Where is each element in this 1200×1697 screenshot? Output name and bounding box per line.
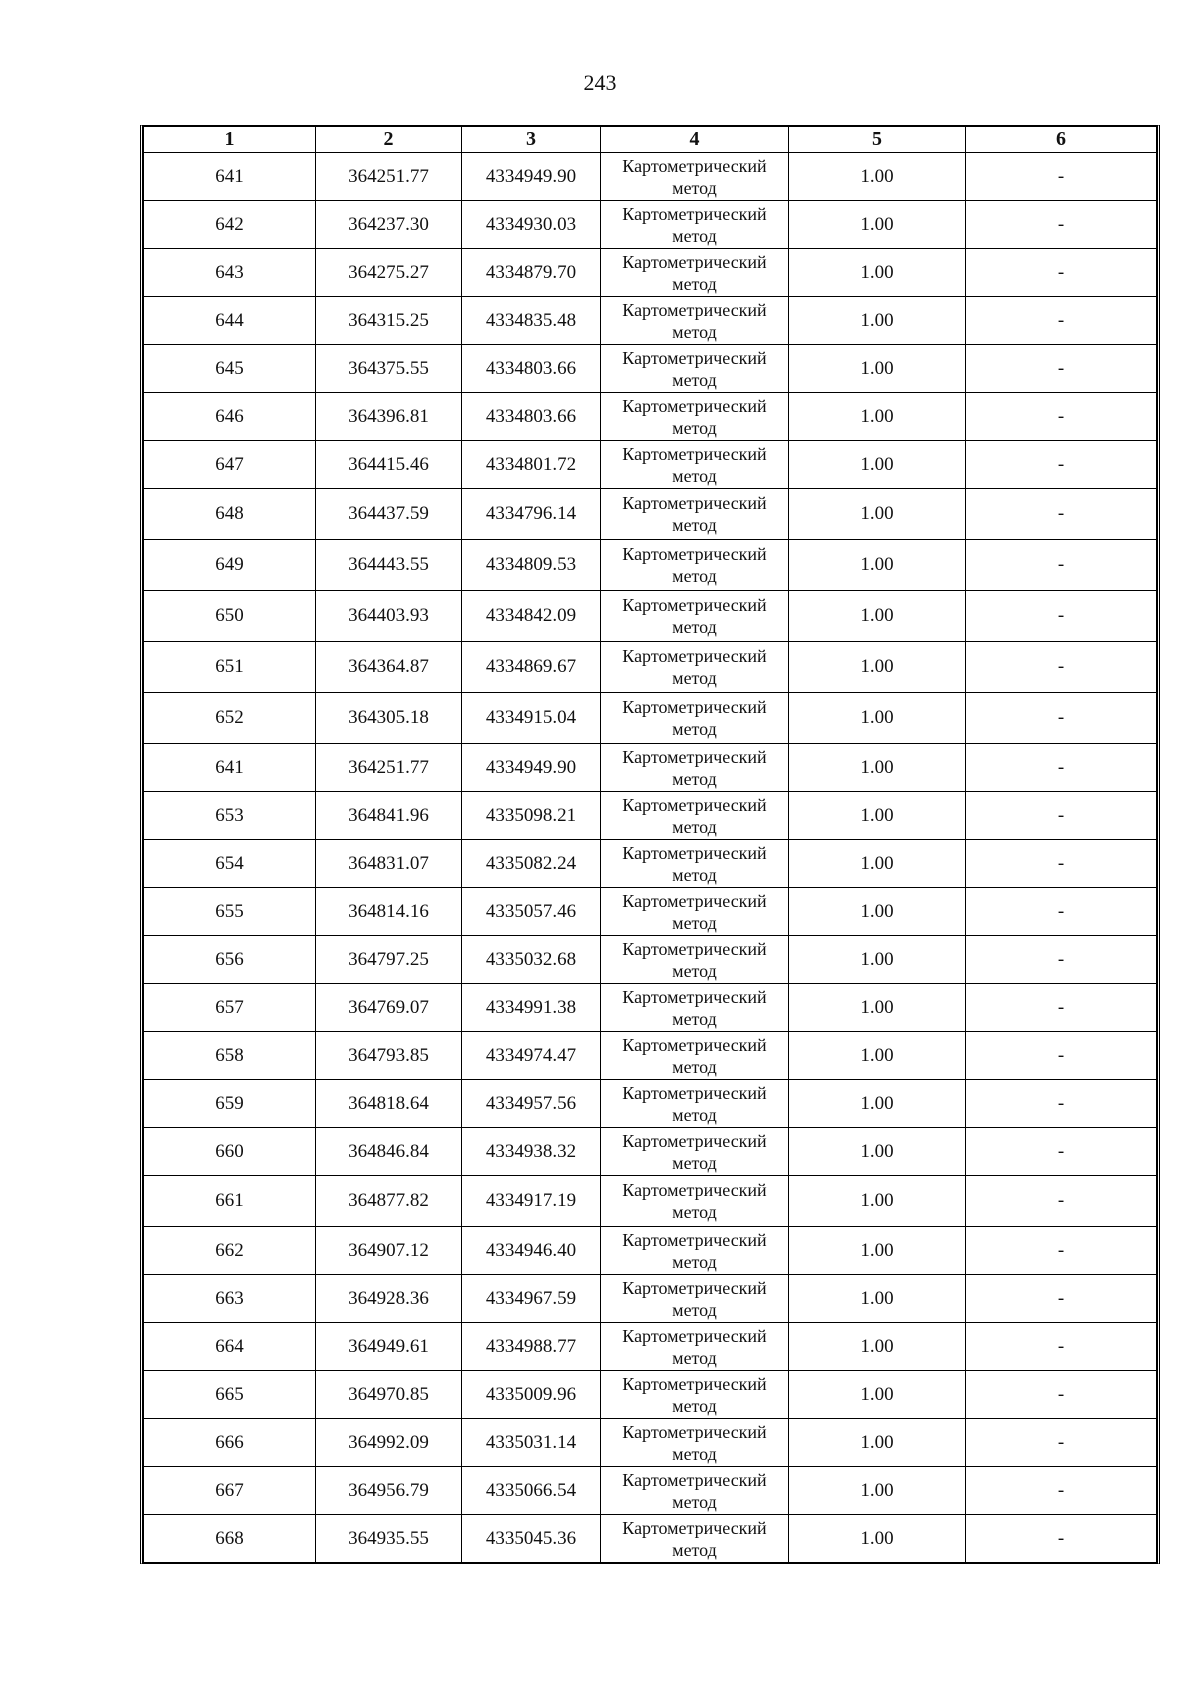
precision-cell: 1.00 [789,984,966,1032]
method-cell [601,540,789,591]
method-text: метод [672,1251,717,1272]
method-cell [601,744,789,792]
coordinate-x-cell: 364437.59 [316,489,462,540]
point-number-cell: 643 [144,249,316,297]
coordinate-y-cell: 4335082.24 [462,840,601,888]
coordinates-table-frame [140,125,1160,1564]
table-row [144,441,1157,489]
table-row [144,153,1157,201]
table-row [144,984,1157,1032]
coordinate-y-cell: 4334988.77 [462,1323,601,1371]
note-cell: - [966,1419,1157,1467]
method-text: метод [672,1202,717,1222]
method-text: Картометрический [622,1469,767,1490]
precision-cell: 1.00 [789,345,966,393]
method-text: Картометрический [622,890,767,911]
method-text: метод [672,566,717,586]
precision-cell: 1.00 [789,936,966,984]
coordinate-x-cell: 364403.93 [316,591,462,642]
method-text: метод [672,719,717,739]
method-cell [601,1323,789,1371]
method-text: Картометрический [622,251,767,272]
note-cell: - [966,1080,1157,1128]
point-number-cell: 658 [144,1032,316,1080]
coordinate-x-cell: 364907.12 [316,1227,462,1275]
coordinate-x-cell: 364814.16 [316,888,462,936]
table-row [144,393,1157,441]
coordinate-y-cell: 4335066.54 [462,1467,601,1515]
precision-cell: 1.00 [789,1128,966,1176]
point-number-cell: 664 [144,1323,316,1371]
method-cell [601,642,789,693]
coordinate-y-cell: 4334974.47 [462,1032,601,1080]
method-text: Картометрический [622,746,767,767]
coordinate-y-cell: 4334949.90 [462,744,601,792]
note-cell: - [966,249,1157,297]
coordinate-y-cell: 4334991.38 [462,984,601,1032]
coordinate-y-cell: 4334801.72 [462,441,601,489]
coordinate-y-cell: 4334803.66 [462,345,601,393]
table-row [144,1515,1157,1563]
note-cell: - [966,201,1157,249]
method-cell [601,888,789,936]
method-text: метод [672,1299,717,1320]
note-cell: - [966,1275,1157,1323]
precision-cell: 1.00 [789,201,966,249]
method-text: Картометрический [622,697,767,717]
coordinate-x-cell: 364970.85 [316,1371,462,1419]
note-cell: - [966,1176,1157,1227]
method-text: Картометрический [622,299,767,320]
coordinate-x-cell: 364818.64 [316,1080,462,1128]
method-cell [601,1227,789,1275]
method-cell [601,1080,789,1128]
method-cell [601,297,789,345]
table-row [144,936,1157,984]
column-header: 3 [462,127,601,153]
table-body [144,153,1157,1563]
coordinate-x-cell: 364375.55 [316,345,462,393]
table-row [144,693,1157,744]
precision-cell: 1.00 [789,1176,966,1227]
note-cell: - [966,792,1157,840]
coordinate-y-cell: 4335009.96 [462,1371,601,1419]
column-header: 2 [316,127,462,153]
method-cell [601,345,789,393]
precision-cell: 1.00 [789,441,966,489]
note-cell: - [966,540,1157,591]
note-cell: - [966,1467,1157,1515]
coordinate-x-cell: 364846.84 [316,1128,462,1176]
column-header: 1 [144,127,316,153]
point-number-cell: 662 [144,1227,316,1275]
precision-cell: 1.00 [789,840,966,888]
coordinate-x-cell: 364956.79 [316,1467,462,1515]
coordinate-y-cell: 4334930.03 [462,201,601,249]
method-cell [601,792,789,840]
note-cell: - [966,489,1157,540]
method-text: Картометрический [622,646,767,666]
coordinate-y-cell: 4334809.53 [462,540,601,591]
table-row [144,489,1157,540]
coordinate-x-cell: 364935.55 [316,1515,462,1563]
coordinate-x-cell: 364877.82 [316,1176,462,1227]
method-text: Картометрический [622,595,767,615]
precision-cell: 1.00 [789,1371,966,1419]
method-text: метод [672,617,717,637]
note-cell: - [966,1032,1157,1080]
method-text: метод [672,1104,717,1125]
table-header-row [144,127,1157,153]
point-number-cell: 648 [144,489,316,540]
coordinate-y-cell: 4334869.67 [462,642,601,693]
table-row [144,540,1157,591]
precision-cell: 1.00 [789,642,966,693]
coordinate-x-cell: 364841.96 [316,792,462,840]
method-cell [601,840,789,888]
table-row [144,1323,1157,1371]
point-number-cell: 651 [144,642,316,693]
point-number-cell: 645 [144,345,316,393]
method-text: Картометрический [622,1517,767,1538]
precision-cell: 1.00 [789,1419,966,1467]
point-number-cell: 650 [144,591,316,642]
point-number-cell: 646 [144,393,316,441]
table-row [144,1128,1157,1176]
table-row [144,1275,1157,1323]
point-number-cell: 667 [144,1467,316,1515]
coordinate-y-cell: 4334835.48 [462,297,601,345]
coordinate-y-cell: 4334967.59 [462,1275,601,1323]
point-number-cell: 649 [144,540,316,591]
note-cell: - [966,984,1157,1032]
table-row [144,591,1157,642]
method-text: метод [672,1056,717,1077]
precision-cell: 1.00 [789,489,966,540]
method-text: Картометрический [622,443,767,464]
method-text: Картометрический [622,1229,767,1250]
precision-cell: 1.00 [789,1080,966,1128]
coordinate-y-cell: 4335032.68 [462,936,601,984]
coordinates-table [143,126,1157,1563]
method-text: Картометрический [622,1373,767,1394]
method-text: метод [672,768,717,789]
note-cell: - [966,345,1157,393]
method-text: Картометрический [622,395,767,416]
precision-cell: 1.00 [789,1227,966,1275]
point-number-cell: 642 [144,201,316,249]
method-text: Картометрический [622,1082,767,1103]
method-cell [601,153,789,201]
table-row [144,1176,1157,1227]
table-row [144,1032,1157,1080]
method-text: метод [672,1395,717,1416]
method-text: Картометрический [622,1034,767,1055]
note-cell: - [966,936,1157,984]
precision-cell: 1.00 [789,591,966,642]
coordinate-x-cell: 364275.27 [316,249,462,297]
coordinate-y-cell: 4335031.14 [462,1419,601,1467]
point-number-cell: 668 [144,1515,316,1563]
point-number-cell: 656 [144,936,316,984]
note-cell: - [966,1323,1157,1371]
coordinate-x-cell: 364251.77 [316,153,462,201]
note-cell: - [966,591,1157,642]
method-text: метод [672,1152,717,1173]
note-cell: - [966,1515,1157,1563]
table-row [144,201,1157,249]
method-cell [601,1419,789,1467]
method-text: Картометрический [622,1130,767,1151]
coordinate-y-cell: 4334957.56 [462,1080,601,1128]
table-row [144,297,1157,345]
table-row [144,1419,1157,1467]
note-cell: - [966,693,1157,744]
note-cell: - [966,1128,1157,1176]
coordinate-x-cell: 364793.85 [316,1032,462,1080]
method-text: метод [672,864,717,885]
coordinate-x-cell: 364315.25 [316,297,462,345]
point-number-cell: 653 [144,792,316,840]
precision-cell: 1.00 [789,1323,966,1371]
point-number-cell: 659 [144,1080,316,1128]
coordinate-x-cell: 364305.18 [316,693,462,744]
coordinate-x-cell: 364364.87 [316,642,462,693]
point-number-cell: 654 [144,840,316,888]
precision-cell: 1.00 [789,297,966,345]
point-number-cell: 665 [144,1371,316,1419]
method-text: метод [672,1008,717,1029]
table-row [144,840,1157,888]
method-text: метод [672,465,717,486]
method-cell [601,489,789,540]
table-row [144,642,1157,693]
method-text: Картометрический [622,1277,767,1298]
coordinate-x-cell: 364769.07 [316,984,462,1032]
point-number-cell: 647 [144,441,316,489]
precision-cell: 1.00 [789,1515,966,1563]
coordinate-y-cell: 4334796.14 [462,489,601,540]
precision-cell: 1.00 [789,888,966,936]
table-row [144,345,1157,393]
method-text: метод [672,1491,717,1512]
method-text: Картометрический [622,1180,767,1200]
method-text: метод [672,1443,717,1464]
table-row [144,1371,1157,1419]
coordinate-y-cell: 4334879.70 [462,249,601,297]
method-text: Картометрический [622,986,767,1007]
note-cell: - [966,297,1157,345]
method-cell [601,984,789,1032]
method-text: метод [672,273,717,294]
coordinate-x-cell: 364415.46 [316,441,462,489]
method-text: метод [672,177,717,198]
page-number: 243 [583,70,617,95]
point-number-cell: 666 [144,1419,316,1467]
note-cell: - [966,840,1157,888]
coordinate-x-cell: 364831.07 [316,840,462,888]
method-cell [601,201,789,249]
method-text: метод [672,417,717,438]
method-cell [601,1032,789,1080]
point-number-cell: 660 [144,1128,316,1176]
method-text: метод [672,960,717,981]
method-text: метод [672,1347,717,1368]
method-cell [601,591,789,642]
precision-cell: 1.00 [789,1275,966,1323]
coordinate-x-cell: 364443.55 [316,540,462,591]
note-cell: - [966,153,1157,201]
method-cell [601,1128,789,1176]
method-text: метод [672,321,717,342]
note-cell: - [966,744,1157,792]
method-text: Картометрический [622,203,767,224]
method-text: Картометрический [622,1421,767,1442]
coordinate-y-cell: 4335045.36 [462,1515,601,1563]
precision-cell: 1.00 [789,792,966,840]
point-number-cell: 641 [144,744,316,792]
note-cell: - [966,1227,1157,1275]
note-cell: - [966,1371,1157,1419]
method-text: Картометрический [622,1325,767,1346]
method-text: Картометрический [622,347,767,368]
precision-cell: 1.00 [789,1032,966,1080]
point-number-cell: 655 [144,888,316,936]
coordinate-y-cell: 4335057.46 [462,888,601,936]
method-text: Картометрический [622,544,767,564]
method-text: метод [672,668,717,688]
coordinate-y-cell: 4334917.19 [462,1176,601,1227]
coordinate-x-cell: 364396.81 [316,393,462,441]
coordinate-y-cell: 4334842.09 [462,591,601,642]
note-cell: - [966,888,1157,936]
method-text: Картометрический [622,794,767,815]
point-number-cell: 663 [144,1275,316,1323]
coordinate-x-cell: 364797.25 [316,936,462,984]
coordinate-y-cell: 4335098.21 [462,792,601,840]
coordinate-y-cell: 4334946.40 [462,1227,601,1275]
column-header: 6 [966,127,1157,153]
coordinate-x-cell: 364237.30 [316,201,462,249]
method-text: Картометрический [622,842,767,863]
method-text: метод [672,369,717,390]
coordinate-x-cell: 364949.61 [316,1323,462,1371]
precision-cell: 1.00 [789,249,966,297]
method-cell [601,936,789,984]
note-cell: - [966,441,1157,489]
precision-cell: 1.00 [789,540,966,591]
table-row [144,1227,1157,1275]
column-header: 4 [601,127,789,153]
point-number-cell: 641 [144,153,316,201]
method-text: метод [672,816,717,837]
point-number-cell: 652 [144,693,316,744]
method-text: Картометрический [622,155,767,176]
method-text: метод [672,912,717,933]
method-text: Картометрический [622,938,767,959]
precision-cell: 1.00 [789,153,966,201]
note-cell: - [966,393,1157,441]
table-row [144,249,1157,297]
method-text: метод [672,1539,717,1560]
precision-cell: 1.00 [789,693,966,744]
method-cell [601,393,789,441]
method-text: метод [672,515,717,535]
precision-cell: 1.00 [789,393,966,441]
point-number-cell: 657 [144,984,316,1032]
table-row [144,1467,1157,1515]
method-cell [601,1371,789,1419]
precision-cell: 1.00 [789,1467,966,1515]
method-text: Картометрический [622,493,767,513]
method-cell [601,693,789,744]
coordinate-x-cell: 364251.77 [316,744,462,792]
table-row [144,1080,1157,1128]
table-row [144,888,1157,936]
method-cell [601,1467,789,1515]
column-header: 5 [789,127,966,153]
point-number-cell: 661 [144,1176,316,1227]
method-cell [601,249,789,297]
coordinate-y-cell: 4334803.66 [462,393,601,441]
note-cell: - [966,642,1157,693]
coordinate-y-cell: 4334949.90 [462,153,601,201]
method-cell [601,441,789,489]
method-text: метод [672,225,717,246]
table-row [144,744,1157,792]
coordinate-x-cell: 364928.36 [316,1275,462,1323]
point-number-cell: 644 [144,297,316,345]
coordinate-x-cell: 364992.09 [316,1419,462,1467]
table-row [144,792,1157,840]
coordinate-y-cell: 4334938.32 [462,1128,601,1176]
precision-cell: 1.00 [789,744,966,792]
coordinate-y-cell: 4334915.04 [462,693,601,744]
method-cell [601,1176,789,1227]
method-cell [601,1515,789,1563]
method-cell [601,1275,789,1323]
